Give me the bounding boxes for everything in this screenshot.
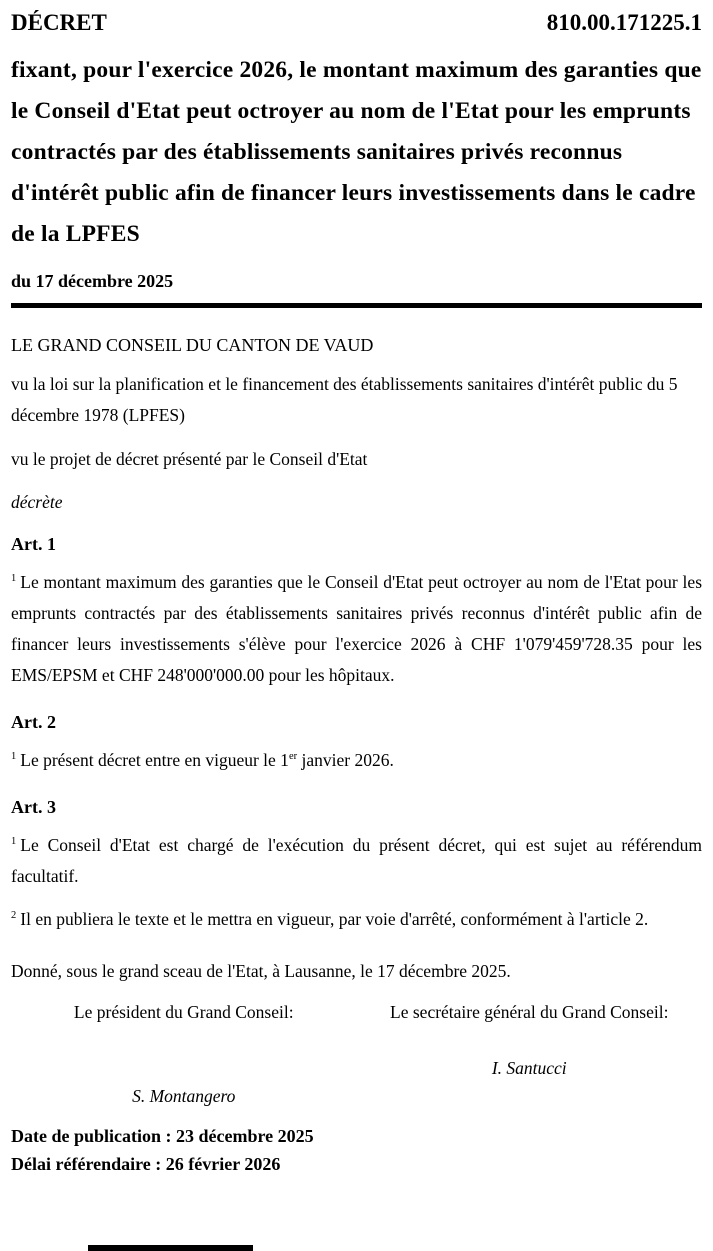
footnote-marker: 1 [11,751,17,763]
article-2-paragraph-1-text-before: Le présent décret entre en vigueur le 1 [20,750,289,770]
article-2-paragraph-1-text-after: janvier 2026. [297,750,394,770]
recital-law: vu la loi sur la planification et le financement des établissements sanitaires d'intérêt public du 5 décembre 1978 (LPFES) [11,374,678,425]
signature-president-role: Le président du Grand Conseil: [73,1002,294,1022]
separator-rule [11,303,702,308]
footnote-marker: 2 [11,910,17,922]
article-3-paragraph-2-text: Il en publiera le texte et le mettra en vigueur, par voie d'arrêté, conformément à l'article 2. [20,909,649,929]
signature-secretary-role: Le secrétaire général du Grand Conseil: [390,1002,669,1022]
document-title: fixant, pour l'exercice 2026, le montant maximum des garanties que le Conseil d'Etat peut octroyer au nom de l'Etat pour les emprunts contractés par des établissements sanitaires privés reconnus d'intérêt public afin de financer leurs investissements dans le cadre de la LPFES [11,57,702,247]
article-3-paragraph-2 [11,904,702,935]
signature-block [11,998,702,1107]
reference-number: 810.00.171225.1 [546,10,702,35]
next-section-partial-bar [88,1245,253,1251]
article-1-paragraph-1-text: Le montant maximum des garanties que le Conseil d'Etat peut octroyer au nom de l'Etat pour les emprunts contractés par des établissements sanitaires privés reconnus d'intérêt public afin de financer leurs investissements s'élève pour l'exercice 2026 à CHF 1'079'459'728.35 pour les EMS/EPSM et CHF 248'000'000.00 pour les hôpitaux. [11,572,702,685]
document-date-line: du 17 décembre 2025 [11,271,174,291]
seal-line: Donné, sous le grand sceau de l'Etat, à Lausanne, le 17 décembre 2025. [11,961,511,981]
ordinal-suffix: er [288,751,298,763]
signature-secretary [357,998,703,1107]
signature-president-name: S. Montangero [132,1086,236,1106]
signature-president [11,998,357,1107]
document-header [11,10,702,36]
article-3-heading: Art. 3 [11,797,56,817]
footnote-marker: 1 [11,836,17,848]
footer-metadata [11,1122,702,1178]
article-3-paragraph-1 [11,830,702,892]
referendum-deadline-line: Délai référendaire : 26 février 2026 [11,1154,281,1174]
article-2-heading: Art. 2 [11,712,56,732]
recital-project: vu le projet de décret présenté par le Conseil d'Etat [11,449,368,469]
issuer-line: LE GRAND CONSEIL DU CANTON DE VAUD [11,335,374,355]
document-type-label: DÉCRET [11,10,107,35]
article-1-paragraph-1 [11,567,702,691]
article-3-paragraph-1-text: Le Conseil d'Etat est chargé de l'exécution du présent décret, qui est sujet au référendum facultatif. [11,835,702,886]
footnote-marker: 1 [11,573,17,585]
article-1-heading: Art. 1 [11,534,56,554]
signature-secretary-name: I. Santucci [491,1058,567,1078]
enacting-word: décrète [11,492,63,512]
publication-date-line: Date de publication : 23 décembre 2025 [11,1126,314,1146]
article-2-paragraph-1 [11,745,702,776]
